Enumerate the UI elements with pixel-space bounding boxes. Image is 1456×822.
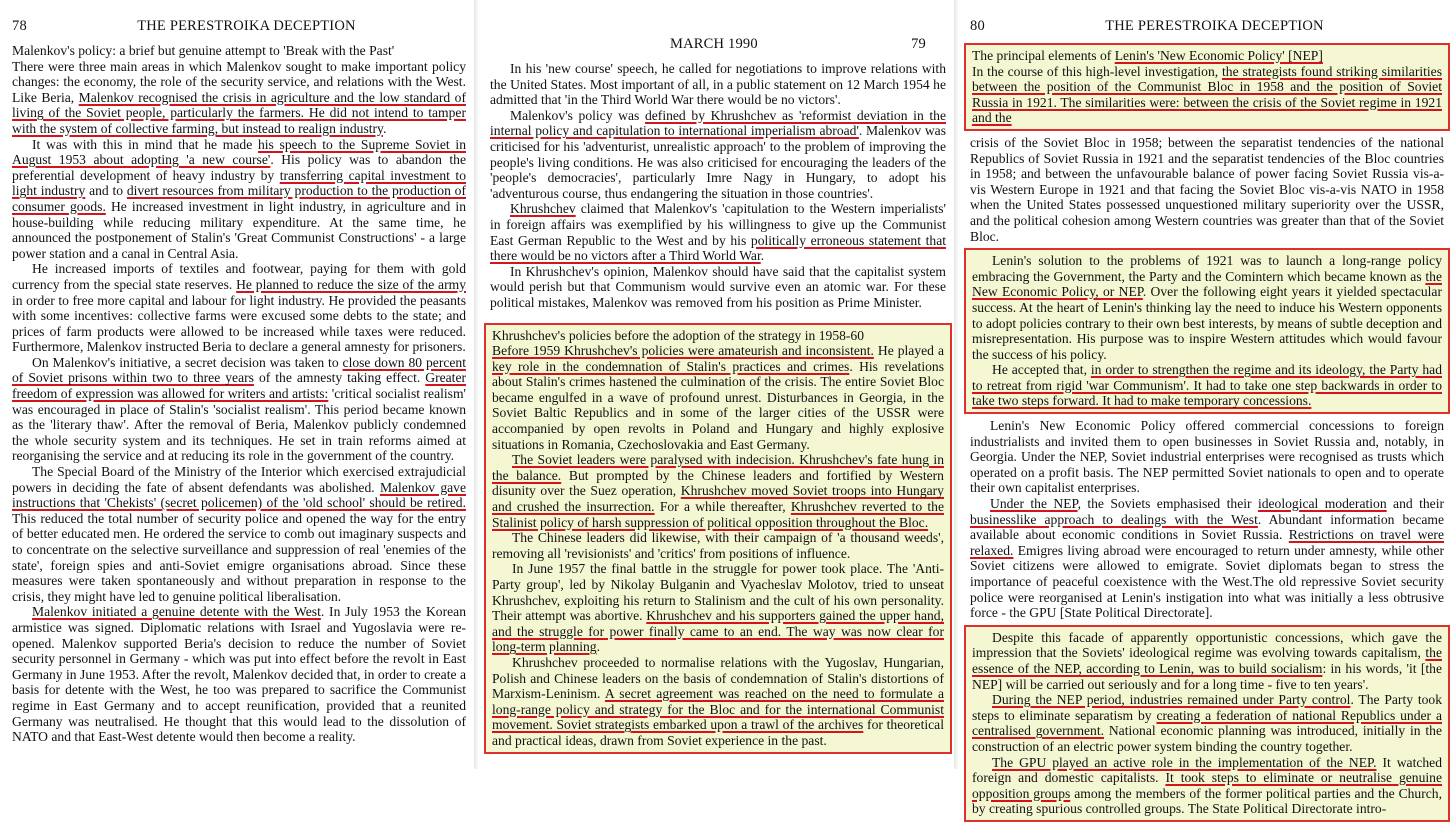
underlined-passage: Under the NEP <box>990 496 1078 512</box>
page-79 <box>478 0 958 769</box>
paragraph: The Special Board of the Ministry of the Interior which exercised extrajudicial powers in deciding the fate of absent defendants was abolished. Malenkov gave instructions that 'Chekists' (secret policemen) of the 'old school' should be retired. This reduced the total number of security police and opened the way for the entry of better educated men. He ordered the service to comb out imaginary suspects and to concentrate on the selective surveillance and suppression of real 'enemies of the state', foreign spies and anti-Soviet emigre organisations abroad. Since these measures were taken spontaneously and without preparation in response to the crisis, they might have led to genuine political liberalisation. <box>12 464 466 604</box>
paragraph: During the NEP period, industries remained under Party control. The Party took steps to eliminate separatism by creating a federation of national Republics under a centralised government. National economic planning was introduced, initially in the construction of an electric power system binding the country together. <box>972 692 1442 754</box>
box-heading: The principal elements of Lenin's 'New Economic Policy' [NEP] <box>972 48 1323 63</box>
paragraph: On Malenkov's initiative, a secret decision was taken to close down 80 percent of Soviet prisons within two to three years of the amnesty taking effect. Greater freedom of expression was allowed for writers and artists: 'critical socialist realism' was encouraged in place of Stalin's 'socialist realism'. This period became known as the 'literary thaw'. After the removal of Beria, Malenkov publicly condemned the whole security system and its techniques. He set in train reforms aimed at reorganising the service and at reducing its role in the government of the country. <box>12 354 467 464</box>
underlined-passage: ideological moderation <box>1257 496 1387 512</box>
paragraph: He increased imports of textiles and footwear, paying for them with gold currency from the special state reserves. He planned to reduce the size of the army in order to free more capital and labour for light industry. He provided the peasants with some incentives: collective farms were excused some debts to the state; and prices of farm products were allowed to be increased while taxes were reduced. Furthermore, Malenkov instructed Beria to declare a general amnesty for prisoners. <box>12 261 466 355</box>
paragraph: He accepted that, in order to strengthen the regime and its ideology, the Party had to retreat from rigid 'war Communism'. It had to take one step backwards in order to take two steps forward. It had to make temporary concessions. <box>972 362 1442 409</box>
underlined-passage: close down 80 percent of Soviet prisons within two to three years <box>12 354 466 386</box>
running-header <box>970 18 1444 35</box>
page-78 <box>0 0 478 769</box>
underlined-passage: key role in the condemnation of Stalin's practices and crimes <box>492 358 850 374</box>
paragraph: In the course of this high-level investigation, the strategists found striking similarities between the position of the Communist Bloc in 1958 and the position of Soviet Russia in 1921. The similarities were: between the crisis of the Soviet regime in 1921 and the <box>972 63 1442 126</box>
underlined-passage: Khrushchev moved Soviet troops into Hungary and crushed the insurrection. <box>492 483 944 515</box>
section-heading: Malenkov's policy: a brief but genuine attempt to 'Break with the Past' <box>12 43 395 58</box>
underlined-passage: defined by Khrushchev as 'reformist deviation in the internal policy and capitulation to international imperialism abroad' <box>490 107 947 139</box>
page-number: 78 <box>12 18 27 34</box>
paragraph: In Khrushchev's opinion, Malenkov should have said that the capitalist system would perish but that Communism would survive even an atomic war. For these political mistakes, Malenkov was removed from his position as Prime Minister. <box>490 263 946 310</box>
box-heading: Khrushchev's policies before the adoption of the strategy in 1958-60 <box>492 327 865 343</box>
underlined-passage: Before 1959 Khrushchev's policies were amateurish and inconsistent. <box>492 343 874 359</box>
underlined-passage: It took steps to eliminate or neutralise genuine opposition groups <box>972 770 1442 801</box>
highlight-box <box>484 323 952 754</box>
paragraph: Despite this facade of apparently opportunistic concessions, which gave the impression that the Soviets' ideological regime was evolving towards capitalism, the essence of the NEP, according to Lenin, was to build socialism: in his words, 'it [the NEP] will be carried out seriously and for a long time - five to ten years'. <box>972 629 1442 692</box>
underlined-passage: Restrictions on travel were relaxed. <box>970 527 1444 558</box>
highlight-box <box>964 43 1450 131</box>
paragraph: In June 1957 the final battle in the struggle for power took place. The 'Anti-Party group', led by Nikolay Bulganin and Vyacheslav Molotov, tried to unseat Khrushchev, exploiting his return to Stalinism and the cult of his own personality. Their attempt was abortive. Khrushchev and his supporters gained the upper hand, and the struggle for power finally came to an end. The way was now clear for long-term planning. <box>492 561 944 655</box>
underlined-passage: The GPU played an active role in the implementation of the NEP. <box>992 754 1377 770</box>
running-header <box>490 36 946 53</box>
underlined-passage: creating a federation of national Republics under a centralised government. <box>972 707 1442 739</box>
underlined-passage: the strategists found striking similarities between the position of the Communist Bloc in 1958 and the position of Soviet Russia in 1921. The similarities were: between the crisis of the Soviet regime in 1921 and the <box>972 63 1442 126</box>
underlined-passage: in order to strengthen the regime and its ideology, the Party had to retreat from rigid 'war Communism'. It had to take one step backwards in order to take two steps forward. It had to make temporary concessions. <box>972 362 1442 409</box>
running-title: THE PERESTROIKA DECEPTION <box>137 18 356 34</box>
underlined-passage: Khrushchev reverted to the Stalinist policy of harsh suppression of political opposition throughout the Bloc. <box>492 499 944 530</box>
page-80 <box>958 0 1456 817</box>
paragraph: crisis of the Soviet Bloc in 1958; between the separatist tendencies of the national Republics of Soviet Russia in 1921 and the separatist tendencies of the Bloc countries in 1958; and between the unfavourable balance of power facing Soviet Russia vis-a-vis Western Europe in 1921 and that facing the Soviet Bloc vis-a-vis NATO in 1958 when the United States possessed unquestioned military superiority over the USSR, and the political cohesion among Western countries was greater than that of the Soviet Bloc. <box>970 134 1444 244</box>
underlined-passage: Lenin's 'New Economic Policy' [NEP] <box>1114 48 1323 63</box>
underlined-passage: Khrushchev <box>510 201 576 217</box>
paragraph: There were three main areas in which Malenkov sought to make important policy changes: the economy, the role of the security service, and relations with the West. Like Beria, Malenkov recognised the crisis in agriculture and the low standard of living of the Soviet people, particularly the farmers. He did not intend to tamper with the system of collective farming, but instead to realign industry. <box>12 58 466 136</box>
underlined-passage: During the NEP period, industries remained under Party control <box>992 692 1351 708</box>
underlined-passage: his speech to the Supreme Soviet in August 1953 about adopting 'a new course' <box>12 136 466 168</box>
underlined-passage: the essence of the NEP, according to Lenin, was to build socialism <box>972 645 1442 676</box>
underlined-passage: Greater freedom of expression was allowed for writers and artists: <box>12 370 467 402</box>
underlined-passage: Malenkov initiated a genuine detente with the West <box>32 604 321 620</box>
underlined-passage: the New Economic Policy, or NEP <box>972 268 1442 300</box>
underlined-passage: A secret agreement was reached on the need to formulate a long-range policy and strategy for the Bloc and for the international Communist movement. Soviet strategists embarked upon a trawl of the archives <box>492 686 944 733</box>
paragraph: In his 'new course' speech, he called for negotiations to improve relations with the United States. Most important of all, in a public statement on 12 March 1954 he admitted that 'in the Third World War there would be no victors'. <box>490 61 946 108</box>
paragraph: Lenin's New Economic Policy offered commercial concessions to foreign industrialists and invited them to open businesses in Soviet Russia and, notably, in Georgia. Under the NEP, Soviet industrial enterprises were recognised as trusts which operated on a profit basis. The NEP permitted Soviet nationals to open and to operate their own capitalist enterprises. <box>970 418 1444 496</box>
paragraph: The Chinese leaders did likewise, with their campaign of 'a thousand weeds', removing all 'revisionists' and 'critics' from positions of influence. <box>492 530 944 561</box>
underlined-passage: divert resources from military production to the production of consumer goods. <box>12 183 466 214</box>
paragraph: Under the NEP, the Soviets emphasised their ideological moderation and their businesslike approach to dealings with the West. Abundant information became available about economic conditions in Soviet Russia. Restrictions on travel were relaxed. Emigres living abroad were encouraged to return under amnesty, while other Soviet citizens were allowed to emigrate. Soviet diplomats began to stress the importance of peaceful coexistence with the West.The old repressive Soviet security police were reorganised at Lenin's instigation into what was initially a less obtrusive force - the GPU [State Political Directorate]. <box>970 496 1444 621</box>
underlined-passage: transferring capital investment to light industry <box>12 167 466 199</box>
paragraph: Lenin's solution to the problems of 1921 was to launch a long-range policy embracing the Government, the Party and the Comintern which became known as the New Economic Policy, or NEP. Over the following eight years it yielded spectacular success. At the heart of Lenin's thinking lay the need to induce his Western opponents to adopt policies contrary to their own best interests, by means of subtle deception and misrepresentation. His purpose was to inspire Western attitudes which would favour the success of his policy. <box>972 253 1442 362</box>
underlined-passage: He planned to reduce the size of the army <box>236 276 466 292</box>
paragraph: Khrushchev claimed that Malenkov's 'capitulation to the Western imperialists' in foreign affairs was exemplified by his willingness to give up the Communist East German Republic to the West and by his politically erroneous statement that there would be no victors after a Third World War. <box>490 201 947 264</box>
paragraph: Malenkov's policy was defined by Khrushchev as 'reformist deviation in the internal policy and capitulation to international imperialism abroad'. Malenkov was criticised for his 'adventurist, unrealistic approach' to the problem of improving the people's living conditions. He was also criticised for encouraging the leaders of the 'people's democracies', particularly Imre Nagy in Hungary, to adopt his 'adventurous course, thus endangering the situation in those countries'. <box>490 107 947 201</box>
underlined-passage: The Soviet leaders were paralysed with indecision. Khrushchev's fate hung in the balance. <box>492 452 944 483</box>
paragraph: The Soviet leaders were paralysed with indecision. Khrushchev's fate hung in the balance. But prompted by the Chinese leaders and fortified by Western disunity over the Suez operation, Khrushchev moved Soviet troops into Hungary and crushed the insurrection. For a while thereafter, Khrushchev reverted to the Stalinist policy of harsh suppression of political opposition throughout the Bloc. <box>492 452 944 530</box>
highlight-box <box>964 625 1450 822</box>
underlined-passage: politically erroneous statement that there would be no victors after a Third World War <box>490 232 947 264</box>
running-title: MARCH 1990 <box>670 36 758 52</box>
underlined-passage: Malenkov recognised the crisis in agriculture and the low standard of living of the Soviet people, particularly the farmers. He did not intend to tamper with the system of collective farming, but instead to realign industry <box>12 89 466 136</box>
paragraph: Khrushchev proceeded to normalise relations with the Yugoslav, Hungarian, Polish and Chinese leaders on the basis of condemnation of Stalin's distortions of Marxism-Leninism. A secret agreement was reached on the need to formulate a long-range policy and strategy for the Bloc and for the international Communist movement. Soviet strategists embarked upon a trawl of the archives for theoretical and practical ideas, drawn from Soviet experience in the past. <box>492 654 944 748</box>
paragraph: Before 1959 Khrushchev's policies were amateurish and inconsistent. He played a key role in the condemnation of Stalin's practices and crimes. His revelations about Stalin's crimes hastened the culmination of the crisis. The entire Soviet Bloc became engulfed in a wave of profound unrest. Disturbances in Georgia, in the Soviet Baltic Republics and in some of the larger cities of the USSR were accompanied by open revolts in Poland and Hungary and highly explosive situations in Romania, Czechoslovakia and East Germany. <box>492 343 944 452</box>
page-number: 80 <box>970 18 985 34</box>
paragraph: The GPU played an active role in the implementation of the NEP. It watched foreign and domestic capitalists. It took steps to eliminate or neutralise genuine opposition groups among the members of the former political parties and the Church, by creating spurious controlled groups. The State Political Directorate intro- <box>972 754 1443 817</box>
paragraph: It was with this in mind that he made his speech to the Supreme Soviet in August 1953 about adopting 'a new course'. His policy was to abandon the preferential development of heavy industry by transferring capital investment to light industry and to divert resources from military production to the production of consumer goods. He increased investment in light industry, in agriculture and in house-building while reducing military expenditure. At the same time, he announced the postponement of Stalin's 'Great Communist Constructions' - a large power station and a canal in Central Asia. <box>12 136 467 261</box>
paragraph: Malenkov initiated a genuine detente with the West. In July 1953 the Korean armistice was signed. Diplomatic relations with Israel and Yugoslavia were re-opened. Malenkov supported Beria's decision to reduce the number of Soviet security personnel in Germany - which was put into effect before the revolt in East Germany in June 1953. After the revolt, Malenkov decided that, in order to create a basis for detente with the West, he too was prepared to sacrifice the Communist regime in East Germany and to accept reunification, provided that a reunited Germany was neutralised. He thought that this would lead to the dissolution of NATO and that East-West detente would then become a reality. <box>12 604 466 745</box>
running-title: THE PERESTROIKA DECEPTION <box>1105 18 1324 34</box>
highlight-box <box>964 248 1450 414</box>
page-number: 79 <box>911 36 926 52</box>
running-header <box>12 18 466 35</box>
underlined-passage: Malenkov gave instructions that 'Chekists' (secret policemen) of the 'old school' should be retired. <box>12 479 466 511</box>
underlined-passage: Khrushchev and his supporters gained the upper hand, and the struggle for power finally came to an end. The way was now clear for long-term planning <box>492 608 944 655</box>
underlined-passage: businesslike approach to dealings with the West <box>970 511 1258 527</box>
